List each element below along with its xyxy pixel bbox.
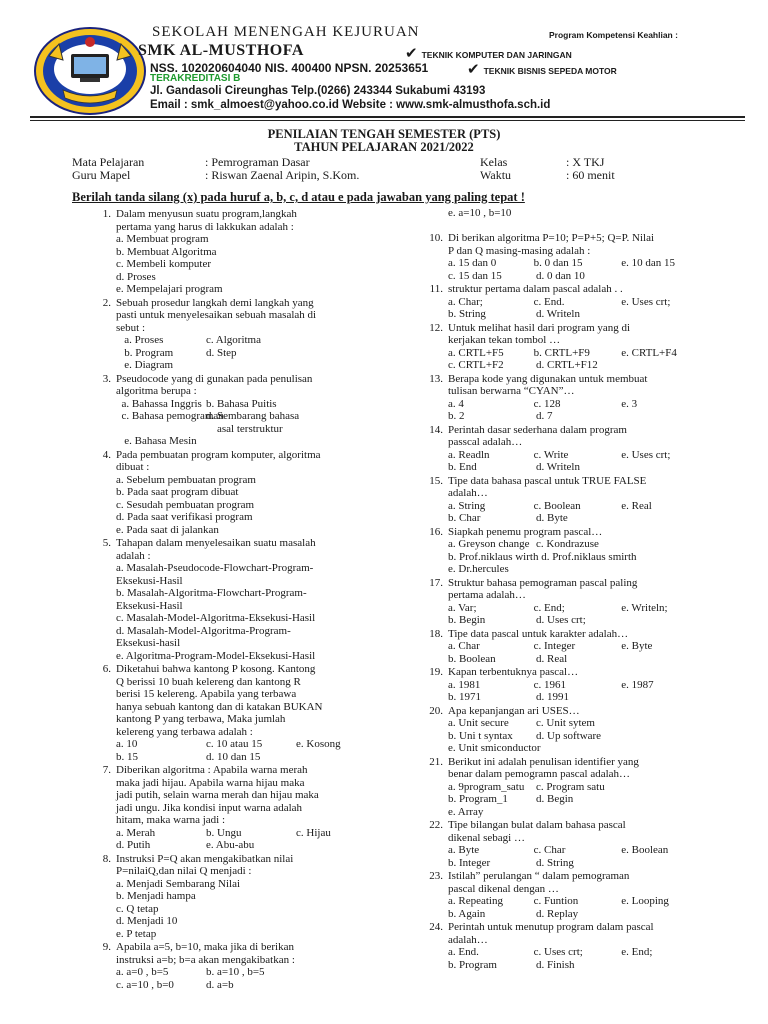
accreditation: TERAKREDITASI B xyxy=(150,73,241,84)
answer-option: d. 10 dan 15 xyxy=(206,750,261,763)
school-type: SEKOLAH MENENGAH KEJURUAN xyxy=(152,24,420,40)
answer-option-row xyxy=(448,895,738,908)
answer-option: b. Again xyxy=(448,907,486,920)
answer-option: e. P tetap xyxy=(116,927,157,940)
answer-option: c. Program satu xyxy=(536,780,605,793)
answer-option-row xyxy=(448,296,738,309)
question-text: dikenal sebagi … xyxy=(448,831,525,844)
school-logo-icon xyxy=(33,26,147,116)
answer-option: c. Uses crt; xyxy=(533,946,583,958)
answer-option: d. Writeln xyxy=(536,461,580,473)
answer-option: d. Menjadi 10 xyxy=(116,915,178,927)
question-number: 24. xyxy=(429,921,443,933)
answer-option: a. Byte xyxy=(448,844,480,856)
answer-option: c. 15 dan 15 xyxy=(448,269,502,282)
answer-option: e. Pada saat di jalankan xyxy=(116,523,219,536)
answer-option: e. Uses crt; xyxy=(621,448,671,461)
answer-option: b. Program xyxy=(116,346,174,359)
answer-option: a. Var; xyxy=(448,601,477,614)
question-text: pertama yang harus di lakkukan adalah : xyxy=(116,220,294,233)
answer-option: c. Integer xyxy=(533,640,576,652)
question-number: 12. xyxy=(429,321,443,334)
question-text: Dalam menyusun suatu program,langkah xyxy=(116,208,297,220)
question-item xyxy=(429,321,738,372)
question-item xyxy=(429,474,738,525)
answer-option-row xyxy=(448,679,738,692)
question-text: Di berikan algoritma P=10; P=P+5; Q=P. Nilai xyxy=(448,232,655,244)
answer-option: e. Kosong xyxy=(296,738,341,750)
question-text: adalah… xyxy=(448,933,488,946)
question-text: adalah… xyxy=(448,487,488,499)
answer-option: b. Pada saat program dibuat xyxy=(116,486,239,498)
answer-option: Eksekusi-hasil xyxy=(116,637,181,649)
question-text: jadi putih, selain warna merah dan hijau maka xyxy=(116,789,319,801)
answer-option: a. CRTL+F5 xyxy=(448,346,504,359)
answer-option: e. 1987 xyxy=(621,678,654,691)
subject-label: Mata Pelajaran xyxy=(72,155,145,169)
school-name: SMK AL-MUSTHOFA xyxy=(138,42,304,59)
answer-option-row xyxy=(116,979,416,992)
answer-option-row xyxy=(116,334,416,347)
question-text: benar dalam pemogramn pascal adalah… xyxy=(448,768,631,780)
answer-option: a. Masalah-Pseudocode-Flowchart-Program- xyxy=(116,562,314,574)
question-item xyxy=(429,372,738,423)
answer-option: Eksekusi-Hasil xyxy=(116,574,183,587)
question-number: 18. xyxy=(429,627,443,640)
answer-option: e. Abu-abu xyxy=(206,839,255,851)
answer-option-row xyxy=(116,839,416,852)
question-text: Struktur bahasa pemograman pascal paling xyxy=(448,576,638,589)
answer-option: a. Merah xyxy=(116,826,156,839)
question-text: berisi 15 kelereng. Apabila yang terbawa xyxy=(116,688,297,700)
time-label: Waktu xyxy=(480,168,512,182)
answer-option-row xyxy=(116,398,416,411)
class-label: Kelas xyxy=(480,155,508,169)
answer-option-row xyxy=(448,614,738,627)
answer-option-row xyxy=(448,410,738,423)
answer-option: a. Repeating xyxy=(448,895,503,907)
answer-option: e. 10 dan 15 xyxy=(621,257,675,269)
answer-option: a. a=0 , b=5 xyxy=(116,966,169,978)
questions-right-column xyxy=(429,232,738,972)
answer-option-row xyxy=(116,410,416,423)
answer-option-row xyxy=(448,398,738,411)
answer-option-row xyxy=(448,946,738,959)
answer-option-row xyxy=(448,461,738,474)
answer-option: e. Byte xyxy=(621,640,653,652)
answer-option: d. Byte xyxy=(536,512,568,524)
answer-option: d. Masalah-Model-Algoritma-Program- xyxy=(116,624,291,637)
question-number: 22. xyxy=(429,819,443,831)
answer-option: b. Program xyxy=(448,958,497,971)
answer-option-row xyxy=(448,347,738,360)
answer-option: b. Bahasa Puitis xyxy=(206,397,277,410)
question-text: dibuat : xyxy=(116,461,150,473)
question-text: Pada pembuatan program komputer, algoritma xyxy=(116,448,321,461)
question-item xyxy=(102,941,416,991)
answer-option: b. Masalah-Algoritma-Flowchart-Program- xyxy=(116,587,307,599)
question-item xyxy=(429,232,738,282)
answer-option-row xyxy=(116,966,416,979)
question-item xyxy=(429,627,738,666)
answer-option: a. 1981 xyxy=(448,678,481,691)
question-number: 19. xyxy=(429,666,443,678)
answer-option: c. Hijau xyxy=(296,826,331,839)
question-item xyxy=(429,921,738,971)
question-item xyxy=(102,852,416,941)
answer-option: b. Begin xyxy=(448,614,486,626)
question-text: Diketahui bahwa kantong P kosong. Kantong xyxy=(116,663,316,675)
answer-option: c. Masalah-Model-Algoritma-Eksekusi-Hasil xyxy=(116,612,316,624)
answer-option: d. String xyxy=(536,856,574,869)
question-item xyxy=(429,283,738,321)
answer-option: c. Funtion xyxy=(533,895,579,907)
question-text: maka jadi hijau. Apabila warna hijau maka xyxy=(116,776,305,789)
answer-option-row xyxy=(448,730,738,743)
answer-option: a. End. xyxy=(448,946,479,958)
question-number: 16. xyxy=(429,525,443,538)
program-1-label: TEKNIK KOMPUTER DAN JARINGAN xyxy=(421,50,572,60)
answer-option: b. 1971 xyxy=(448,691,481,703)
answer-option: d. Begin xyxy=(536,793,574,805)
question-text: pertama adalah… xyxy=(448,589,526,601)
answer-option-row xyxy=(448,781,738,794)
answer-option-row xyxy=(448,602,738,615)
answer-option-row xyxy=(448,257,738,270)
answer-option: c. Char xyxy=(533,844,566,856)
question-item xyxy=(429,423,738,474)
answer-option: b. Uni t syntax xyxy=(448,729,513,742)
question-item xyxy=(102,448,416,537)
letterhead xyxy=(0,0,768,122)
program-2-label: TEKNIK BISNIS SEPEDA MOTOR xyxy=(483,66,617,76)
question-text: Tipe data pascal untuk karakter adalah… xyxy=(448,627,629,640)
answer-option: Eksekusi-Hasil xyxy=(116,599,183,612)
answer-option: d. Putih xyxy=(116,839,151,851)
answer-option: a. Char; xyxy=(448,295,483,308)
answer-option: d. CRTL+F12 xyxy=(536,359,598,371)
question-text: kantong P yang terbawa, Maka jumlah xyxy=(116,713,286,725)
question-item xyxy=(429,870,738,920)
answer-option-row xyxy=(448,359,738,372)
answer-option-row xyxy=(448,717,738,730)
answer-option: a. 10 xyxy=(116,738,138,750)
answer-option xyxy=(116,423,206,436)
question-number: 15. xyxy=(429,474,443,487)
answer-option: a. String xyxy=(448,499,486,512)
answer-option-row xyxy=(448,308,738,321)
answer-option: c. a=10 , b=0 xyxy=(116,978,174,991)
answer-option: a. 4 xyxy=(448,397,464,410)
answer-option: d. Sembarang bahasa xyxy=(206,410,300,422)
answer-option-row xyxy=(116,738,416,751)
answer-option: b. Membuat Algoritma xyxy=(116,245,217,258)
answer-option: e. Mempelajari program xyxy=(116,283,223,295)
answer-option: c. Sesudah pembuatan program xyxy=(116,498,255,511)
answer-option: c. 1961 xyxy=(533,678,567,691)
exam-title: PENILAIAN TENGAH SEMESTER (PTS) xyxy=(267,127,501,141)
answer-option: e. End; xyxy=(621,946,653,958)
answer-option: d. Pada saat verifikasi program xyxy=(116,511,253,523)
answer-option: e. Bahasa Mesin xyxy=(116,435,197,447)
answer-option: b. a=10 , b=5 xyxy=(206,966,265,978)
question-text: P dan Q masing-masing adalah : xyxy=(448,244,591,257)
header-divider-thin xyxy=(30,120,745,121)
answer-option: b. 15 xyxy=(116,750,138,763)
answer-option: b. String xyxy=(448,308,486,320)
question-text: Berapa kode yang digunakan untuk membuat xyxy=(448,372,648,385)
question-item xyxy=(102,537,416,662)
question-9-continuation xyxy=(448,207,738,220)
question-item xyxy=(429,666,738,704)
question-item xyxy=(429,755,738,819)
time-value: : 60 menit xyxy=(566,168,615,182)
answer-option: b. Ungu xyxy=(206,826,242,839)
answer-option: e. Algoritma-Program-Model-Eksekusi-Hasil xyxy=(116,649,316,662)
question-number: 5. xyxy=(102,537,111,549)
question-text: hanya sebuah kantong dan di katakan BUKAN xyxy=(116,700,323,713)
answer-option: e. Writeln; xyxy=(621,601,668,614)
question-number: 17. xyxy=(429,576,443,589)
question-number: 2. xyxy=(102,296,111,309)
question-text: sebut : xyxy=(116,321,146,334)
answer-option: d. Uses crt; xyxy=(536,614,586,626)
answer-option: a. Bahassa Inggris xyxy=(116,397,202,410)
question-text: Diberikan algoritma : Apabila warna merah xyxy=(116,764,308,776)
program-title: Program Kompetensi Keahlian : xyxy=(549,30,678,40)
question-number: 11. xyxy=(429,283,443,295)
answer-option: d. Finish xyxy=(536,958,575,971)
answer-option: b. 2 xyxy=(448,410,465,422)
question-text: Perintah untuk menutup program dalam pascal xyxy=(448,921,654,933)
school-address: Jl. Gandasoli Cireunghas Telp.(0266) 243344 Sukabumi 43193 xyxy=(150,85,486,97)
question-number: 14. xyxy=(429,423,443,436)
class-value: : X TKJ xyxy=(566,155,605,169)
answer-option: e. CRTL+F4 xyxy=(621,346,677,359)
question-number: 20. xyxy=(429,704,443,717)
question-item xyxy=(102,208,416,296)
answer-option-row xyxy=(448,691,738,704)
answer-option: d. Replay xyxy=(536,907,579,920)
answer-option: c. Unit sytem xyxy=(536,717,595,729)
teacher-label: Guru Mapel xyxy=(72,168,131,182)
question-number: 7. xyxy=(102,764,111,776)
answer-option: a. Readln xyxy=(448,448,490,461)
teacher-value: : Riswan Zaenal Aripin, S.Kom. xyxy=(205,168,360,182)
subject-value: : Pemrograman Dasar xyxy=(205,155,310,169)
question-item xyxy=(429,525,738,576)
question-text: Tipe bilangan bulat dalam bahasa pascal xyxy=(448,819,626,831)
answer-option-row xyxy=(116,347,416,360)
question-text: pasti untuk menyelesaikan sebuah masalah di xyxy=(116,309,317,321)
answer-option: e. a=10 , b=10 xyxy=(448,207,512,219)
question-text: algoritma berupa : xyxy=(116,385,197,397)
answer-option-row xyxy=(448,640,738,653)
answer-option-row xyxy=(448,653,738,666)
question-text: struktur pertama dalam pascal adalah . . xyxy=(448,283,623,295)
answer-option-row xyxy=(448,512,738,525)
question-item xyxy=(429,576,738,627)
answer-option: a. Membuat program xyxy=(116,233,209,245)
question-text: kelereng yang terbawa adalah : xyxy=(116,725,253,738)
header-divider xyxy=(30,116,745,118)
answer-option: c. CRTL+F2 xyxy=(448,359,504,371)
answer-option: d. 1991 xyxy=(536,691,569,703)
answer-option: c. Boolean xyxy=(533,499,581,512)
answer-option: b. Boolean xyxy=(448,652,496,665)
answer-option: b. Integer xyxy=(448,856,491,869)
answer-option: b. Menjadi hampa xyxy=(116,890,196,902)
question-item xyxy=(102,372,416,448)
answer-option: d. Step xyxy=(206,346,237,359)
answer-option: b. Char xyxy=(448,512,481,524)
answer-option-row xyxy=(448,857,738,870)
question-item xyxy=(429,819,738,869)
question-text: Perintah dasar sederhana dalam program xyxy=(448,423,627,436)
question-number: 23. xyxy=(429,870,443,882)
answer-option: c. End; xyxy=(533,601,565,614)
question-text: Kapan terbentuknya pascal… xyxy=(448,666,579,678)
question-text: Untuk melihat hasil dari program yang di xyxy=(448,321,631,334)
answer-option: b. End xyxy=(448,461,477,473)
answer-option: d. 0 dan 10 xyxy=(536,269,585,282)
exam-year: TAHUN PELAJARAN 2021/2022 xyxy=(294,140,474,154)
question-text: Instruksi P=Q akan mengakibatkan nilai xyxy=(116,852,294,865)
answer-option: d. Proses xyxy=(116,270,156,283)
question-text: kerjakan tekan tombol … xyxy=(448,334,561,346)
answer-option-row xyxy=(116,751,416,764)
question-number: 4. xyxy=(102,448,111,461)
answer-option: c. Algoritma xyxy=(206,334,261,346)
question-text: Pseudocode yang di gunakan pada penulisan xyxy=(116,372,313,385)
question-text: jadi ungu. Jika kondisi input warna adalah xyxy=(116,801,303,814)
question-number: 13. xyxy=(429,372,443,385)
answer-option: e. Dr.hercules xyxy=(448,563,509,575)
question-number: 6. xyxy=(102,663,111,675)
school-registration: NSS. 102020604040 NIS. 400400 NPSN. 20253651 xyxy=(150,61,429,75)
question-text: passcal adalah… xyxy=(448,436,523,448)
question-text: Istilah” perulangan “ dalam pemograman xyxy=(448,870,630,882)
instruction: Berilah tanda silang (x) pada huruf a, b, c, d atau e pada jawaban yang paling tepat ! xyxy=(72,190,525,204)
answer-option: e. Real xyxy=(621,499,652,512)
answer-option: b. Program_1 xyxy=(448,793,508,805)
answer-option: c. Write xyxy=(533,448,569,461)
answer-option: c. Q tetap xyxy=(116,902,159,915)
answer-option: d. 7 xyxy=(536,410,553,422)
question-number: 9. xyxy=(102,941,111,953)
question-number: 8. xyxy=(102,852,111,865)
answer-option: a. 15 dan 0 xyxy=(448,257,497,269)
answer-option: e. Boolean xyxy=(621,844,669,856)
answer-option: e. 3 xyxy=(621,397,638,410)
answer-option: d. Real xyxy=(536,652,568,665)
question-item xyxy=(429,704,738,755)
question-text: Tipe data bahasa pascal untuk TRUE FALSE xyxy=(448,474,647,487)
question-text: adalah : xyxy=(116,549,151,562)
answer-option-row xyxy=(116,827,416,840)
question-item xyxy=(102,764,416,852)
question-item xyxy=(102,663,416,763)
answer-option-row xyxy=(448,500,738,513)
question-text: Q berissi 10 buah kelereng dan kantong R xyxy=(116,675,301,688)
question-text: tulisan berwarna “CYAN”… xyxy=(448,385,575,397)
question-number: 21. xyxy=(429,755,443,768)
answer-option-row xyxy=(448,793,738,806)
answer-option: d. a=b xyxy=(206,978,234,991)
answer-option: e. Looping xyxy=(621,895,669,907)
answer-option: c. Kondrazuse xyxy=(536,538,599,550)
answer-option: b. 0 dan 15 xyxy=(533,257,583,269)
answer-option-row xyxy=(448,959,738,972)
question-text: Tahapan dalam menyelesaikan suatu masalah xyxy=(116,537,316,549)
checkmark-icon: ✔ xyxy=(405,45,418,62)
program-2 xyxy=(467,60,617,78)
answer-option: e. Diagram xyxy=(116,359,174,371)
answer-option: e. Uses crt; xyxy=(621,295,671,308)
answer-option: a. Char xyxy=(448,640,480,652)
question-text: Apa kepanjangan ari USES… xyxy=(448,704,580,717)
question-text: P=nilaiQ,dan nilai Q menjadi : xyxy=(116,865,252,877)
question-text: Apabila a=5, b=10, maka jika di berikan xyxy=(116,941,294,953)
answer-option: d. Writeln xyxy=(536,308,580,320)
answer-option: a. Menjadi Sembarang Nilai xyxy=(116,877,241,890)
question-text: Sebuah prosedur langkah demi langkah yang xyxy=(116,296,314,309)
questions-left-column xyxy=(102,208,416,992)
answer-option: c. End. xyxy=(533,295,565,308)
answer-option-row xyxy=(448,270,738,283)
answer-option-row xyxy=(448,844,738,857)
answer-option: c. 10 atau 15 xyxy=(206,738,263,750)
answer-option-row xyxy=(448,449,738,462)
answer-option: a. Greyson change xyxy=(448,538,530,550)
answer-option: asal terstruktur xyxy=(206,422,283,435)
question-text: Berikut ini adalah penulisan identifier yang xyxy=(448,755,639,768)
answer-option: e. Array xyxy=(448,805,484,818)
answer-option: e. Unit smiconductor xyxy=(448,742,541,754)
answer-option: a. Proses xyxy=(116,334,164,346)
answer-option: b. CRTL+F9 xyxy=(533,346,590,359)
answer-option: a. Sebelum pembuatan program xyxy=(116,473,256,486)
school-contact: Email : smk_almoest@yahoo.co.id Website : www.smk-almusthofa.sch.id xyxy=(150,99,551,111)
question-number: 1. xyxy=(102,208,111,220)
answer-option-row xyxy=(448,538,738,551)
answer-option: c. 128 xyxy=(533,397,561,410)
question-number: 3. xyxy=(102,372,111,385)
answer-option: c. Membeli komputer xyxy=(116,258,212,270)
answer-option: b. Prof.niklaus wirth d. Prof.niklaus smirth xyxy=(448,550,637,563)
answer-option: a. 9program_satu xyxy=(448,780,525,793)
answer-option-row xyxy=(448,908,738,921)
question-number: 10. xyxy=(429,232,443,244)
answer-option: a. Unit secure xyxy=(448,717,509,729)
answer-option: c. Bahasa pemograman xyxy=(116,410,224,422)
checkmark-icon: ✔ xyxy=(467,61,480,78)
question-item xyxy=(102,296,416,372)
question-text: instruksi a=b; b=a akan mengakibatkan : xyxy=(116,953,295,966)
question-text: hitam, maka warna jadi : xyxy=(116,814,226,826)
question-text: Siapkah penemu program pascal… xyxy=(448,525,603,538)
answer-option-row xyxy=(116,423,416,436)
question-text: pascal dikenal dengan … xyxy=(448,882,559,895)
answer-option: d. Up software xyxy=(536,729,602,742)
